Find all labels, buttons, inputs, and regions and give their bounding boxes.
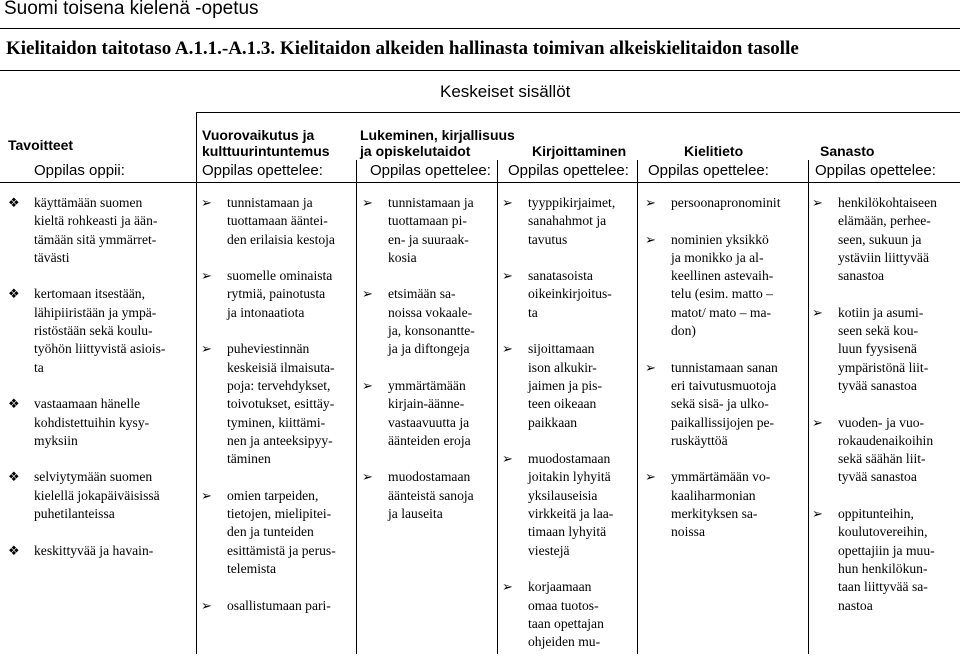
list-item-text: osallistumaan pari- <box>227 597 331 613</box>
arrow-bullet-icon: ➢ <box>812 304 823 320</box>
table-top-border <box>0 70 960 71</box>
list-item <box>502 578 636 651</box>
list-item-text: suomelle ominaista rytmiä, painotusta ja intonaatiota <box>227 268 333 320</box>
arrow-bullet-icon: ➢ <box>362 377 373 393</box>
header-bottom-border <box>0 182 960 183</box>
column-tavoitteet <box>8 194 194 578</box>
list-item-text: vastaamaan hänelle kohdistettuihin kysy- myksiin <box>34 396 150 448</box>
arrow-bullet-icon: ➢ <box>645 231 656 247</box>
list-item <box>645 231 807 341</box>
list-item <box>8 285 194 376</box>
arrow-bullet-icon: ➢ <box>502 451 513 467</box>
list-item-text: nominien yksikkö ja monikko ja al- keellinen astevaih- telu (esim. matto – matot/ mato – ma- don) <box>671 231 774 339</box>
diamond-bullet-icon: ❖ <box>8 542 20 558</box>
column-kirjoittaminen <box>502 194 636 670</box>
list-item <box>502 267 636 322</box>
list-item-text: vuoden- ja vuo- rokaudenaikoihin sekä säähän liit- tyvää sanastoa <box>838 414 934 485</box>
list-item-text: sijoittamaan ison alkukir- jaimen ja pis- teen oikeaan paikkaan <box>528 341 602 430</box>
list-item <box>812 194 960 285</box>
arrow-bullet-icon: ➢ <box>502 195 513 210</box>
list-item <box>812 505 960 615</box>
list-item-text: kertomaan itsestään, lähipiiristään ja ympä- ristöstään sekä koulu- työhön liittyvistä asiois- ta <box>34 286 166 375</box>
subheader-teacher-4: Oppilas opettelee: <box>648 162 769 179</box>
column-divider-2 <box>356 160 357 654</box>
column-lukeminen <box>362 194 496 542</box>
level-title: Kielitaidon taitotaso A.1.1.-A.1.3. Kielitaidon alkeiden hallinasta toimivan alkeiskielitaidon tasolle <box>6 38 799 59</box>
list-item <box>8 468 194 523</box>
header-kirjoittaminen: Kirjoittaminen <box>532 143 627 159</box>
list-item-text: selviytymään suomen kielellä jokapäiväisissä puhetilanteissa <box>34 469 160 522</box>
arrow-bullet-icon: ➢ <box>812 195 823 210</box>
arrow-bullet-icon: ➢ <box>201 487 212 503</box>
list-item <box>362 194 496 267</box>
subheader-teacher-2: Oppilas opettelee: <box>370 162 491 179</box>
arrow-bullet-icon: ➢ <box>362 286 373 302</box>
header-kielitieto: Kielitieto <box>684 143 744 159</box>
list-item <box>362 468 496 523</box>
list-item-text: tunnistamaan sanan eri taivutusmuotoja sekä sisä- ja ulko- paikallissijojen pe- ruskäyttöä <box>671 359 778 448</box>
subheader-teacher-1: Oppilas opettelee: <box>202 162 323 179</box>
list-item-text: muodostamaan äänteistä sanoja ja lauseita <box>388 469 474 522</box>
subheader-teacher-3: Oppilas opettelee: <box>508 162 629 179</box>
header-vuorovaikutus: Vuorovaikutus ja kulttuurintuntemus <box>202 127 330 159</box>
list-item-text: puheviestinnän keskeisiä ilmaisuta- poja: tervehdykset, toivotukset, esittäy- tyminen, kiittämi- nen ja anteeksipyy- täminen <box>227 341 335 467</box>
group-header: Keskeiset sisällöt <box>440 82 571 101</box>
arrow-bullet-icon: ➢ <box>812 414 823 430</box>
arrow-bullet-icon: ➢ <box>645 359 656 375</box>
arrow-bullet-icon: ➢ <box>362 469 373 485</box>
list-item-text: etsimään sa- noissa vokaale- ja, konsonantte- ja ja diftongeja <box>388 286 475 357</box>
arrow-bullet-icon: ➢ <box>502 341 513 357</box>
arrow-bullet-icon: ➢ <box>201 597 212 613</box>
list-item <box>201 597 355 615</box>
list-item-text: persoonapronominit <box>671 195 781 210</box>
arrow-bullet-icon: ➢ <box>201 195 212 210</box>
list-item-text: tyyppikirjaimet, sanahahmot ja tavutus <box>528 195 616 247</box>
arrow-bullet-icon: ➢ <box>362 195 373 210</box>
arrow-bullet-icon: ➢ <box>645 469 656 485</box>
list-item-text: ymmärtämään kirjain-äänne- vastaavuutta ja äänteiden eroja <box>388 377 471 448</box>
list-item-text: käyttämään suomen kieltä rohkeasti ja ään- tämään sitä ymmärret- tävästi <box>34 195 158 265</box>
list-item-text: tunnistamaan ja tuottamaan pi- en- ja suuraak- kosia <box>388 195 474 265</box>
list-item <box>645 468 807 541</box>
list-item-text: korjaamaan omaa tuotos- taan opettajan ohjeiden mu- <box>528 579 604 650</box>
document-title: Suomi toisena kielenä -opetus <box>4 0 259 19</box>
list-item <box>201 340 355 468</box>
column-kielitieto <box>645 194 807 560</box>
list-item <box>502 194 636 249</box>
diamond-bullet-icon: ❖ <box>8 396 20 412</box>
column-divider-5 <box>808 160 809 654</box>
header-tavoitteet: Tavoitteet <box>8 137 74 153</box>
list-item <box>201 267 355 322</box>
arrow-bullet-icon: ➢ <box>201 341 212 357</box>
arrow-bullet-icon: ➢ <box>502 579 513 595</box>
list-item-text: ymmärtämään vo- kaaliharmonian merkityksen sa- noissa <box>671 469 771 540</box>
column-sanasto <box>812 194 960 633</box>
list-item-text: muodostamaan joitakin lyhyitä yksilauseisia virkkeitä ja laa- timaan lyhyitä viestejä <box>528 451 614 558</box>
arrow-bullet-icon: ➢ <box>201 268 212 284</box>
diamond-bullet-icon: ❖ <box>8 195 20 210</box>
list-item <box>502 450 636 560</box>
list-item <box>362 377 496 450</box>
list-item <box>201 487 355 578</box>
list-item <box>8 194 194 267</box>
list-item-text: oppitunteihin, koulutovereihin, opettajiin ja muu- hun henkilökun- taan liittyvää sa- nastoa <box>838 506 935 613</box>
diamond-bullet-icon: ❖ <box>8 286 20 302</box>
list-item <box>812 414 960 487</box>
list-item <box>645 359 807 450</box>
subheader-student: Oppilas oppii: <box>34 162 125 179</box>
list-item-text: keskittyvää ja havain- <box>34 542 154 558</box>
list-item-text: kotiin ja asumi- seen sekä kou- luun fyysisenä ympäristönä liit- tyvää sanastoa <box>838 304 929 393</box>
list-item-text: henkilökohtaiseen elämään, perhee- seen, sukuun ja ystäviin liittyvää sanastoa <box>838 195 937 284</box>
header-sanasto: Sanasto <box>820 143 875 159</box>
list-item <box>8 395 194 450</box>
arrow-bullet-icon: ➢ <box>812 506 823 522</box>
list-item-text: tunnistamaan ja tuottamaan ääntei- den erilaisia kestoja <box>227 195 335 247</box>
list-item <box>201 194 355 249</box>
column-divider-4 <box>637 160 638 654</box>
list-item-text: sanatasoista oikeinkirjoitus- ta <box>528 268 612 320</box>
header-lukeminen: Lukeminen, kirjallisuus ja opiskelutaidot <box>360 127 515 159</box>
arrow-bullet-icon: ➢ <box>645 195 656 210</box>
diamond-bullet-icon: ❖ <box>8 469 20 485</box>
title-rule <box>0 28 960 29</box>
column-vuorovaikutus <box>201 194 355 633</box>
column-divider-3 <box>497 160 498 654</box>
list-item <box>8 542 194 560</box>
list-item <box>502 340 636 431</box>
list-item <box>362 285 496 358</box>
column-divider-1 <box>196 112 197 654</box>
list-item <box>812 304 960 395</box>
group-header-border <box>196 112 960 113</box>
list-item-text: omien tarpeiden, tietojen, mielipitei- den ja tunteiden esittämistä ja perus- telemista <box>227 487 336 576</box>
subheader-teacher-5: Oppilas opettelee: <box>815 162 936 179</box>
arrow-bullet-icon: ➢ <box>502 268 513 284</box>
list-item <box>645 194 807 212</box>
